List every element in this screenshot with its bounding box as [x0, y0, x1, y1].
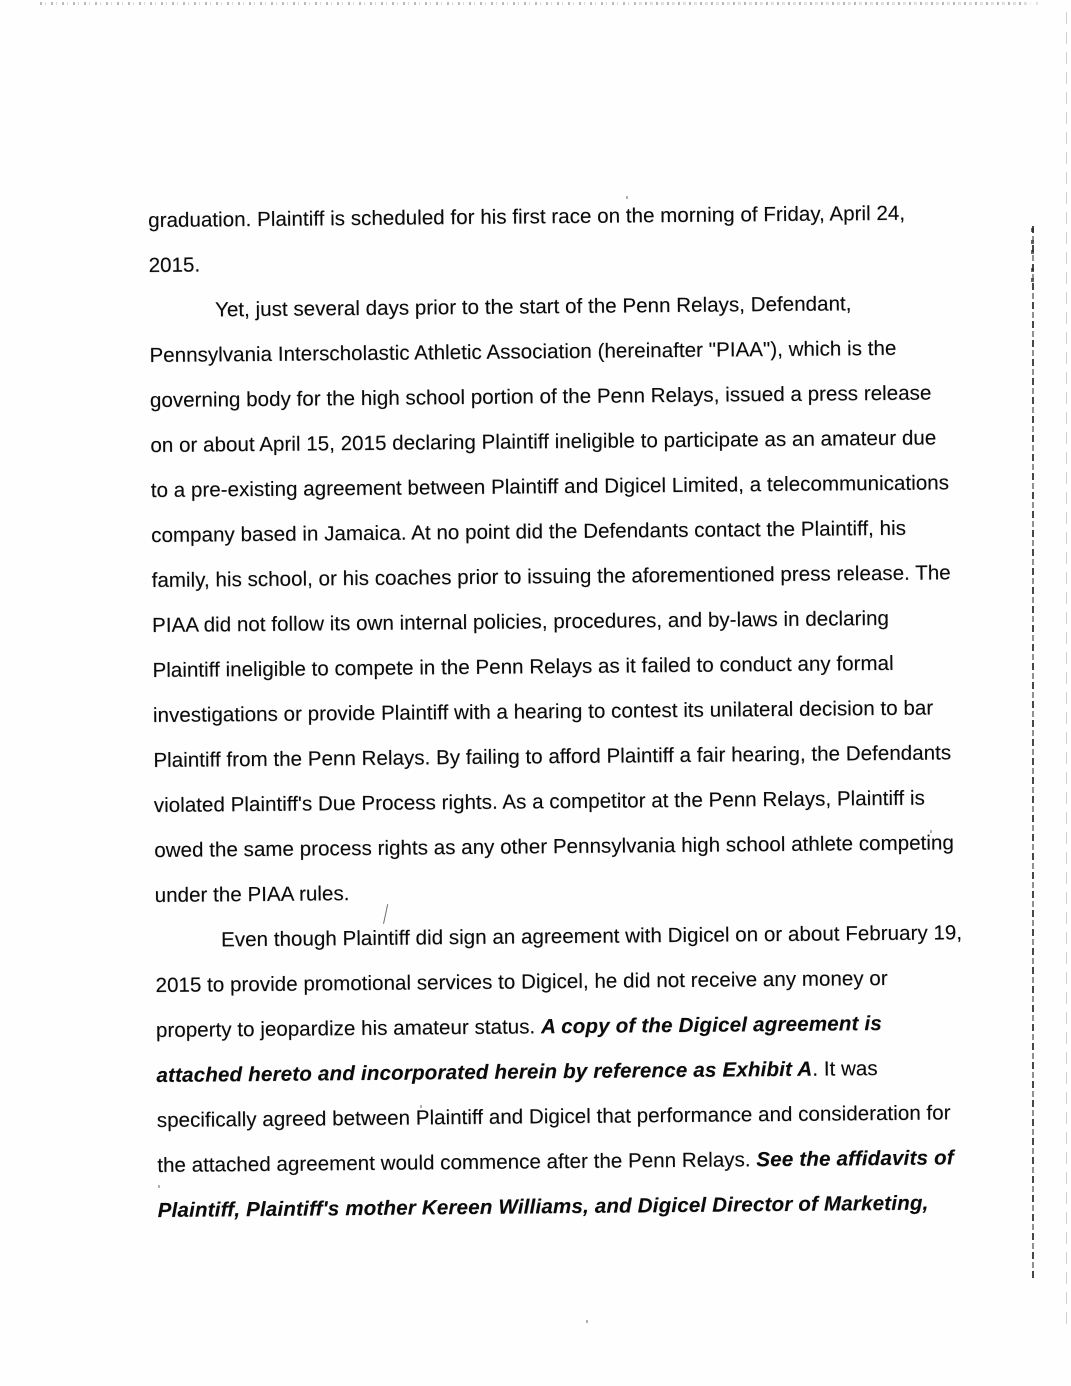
- text-line: PIAA did not follow its own internal policies, procedures, and by-laws in declaring: [151, 606, 890, 637]
- document-body: [148, 190, 963, 1233]
- text-line: [156, 1045, 946, 1098]
- text-run-plain: property to jeopardize his amateur status.: [155, 1015, 536, 1042]
- text-line: Even though Plaintiff did sign an agreement with Digicel on or about February 19,: [221, 921, 963, 952]
- text-line: violated Plaintiff's Due Process rights. As a competitor at the Penn Relays, Plaintiff is: [153, 786, 925, 817]
- text-line: [156, 1000, 946, 1053]
- text-line: 2015 to provide promotional services to Digicel, he did not receive any money or: [155, 966, 888, 997]
- text-line: Plaintiff ineligible to compete in the Penn Relays as it failed to conduct any formal: [152, 651, 894, 682]
- text-line: on or about April 15, 2015 declaring Plaintiff ineligible to participate as an amateur due: [150, 426, 937, 457]
- text-line: family, his school, or his coaches prior to issuing the aforementioned press release. The: [151, 561, 951, 592]
- text-line: [158, 1180, 948, 1233]
- scan-speck: [586, 1320, 588, 1323]
- text-run-plain: . It was: [812, 1057, 878, 1081]
- text-line: [157, 1135, 954, 1188]
- text-line: Yet, just several days prior to the start of the Penn Relays, Defendant,: [214, 292, 852, 322]
- text-line: Pennsylvania Interscholastic Athletic Association (hereinafter "PIAA"), which is the: [149, 336, 897, 367]
- text-run-bold-italic: A copy of the Digicel agreement is: [540, 1011, 883, 1039]
- scan-artifact-right-edge-line: [1066, 12, 1067, 1332]
- scan-artifact-top-speckle-faded: [640, 2, 1040, 5]
- paragraph-continuation: [148, 190, 939, 288]
- paragraph-digicel-agreement: [155, 910, 963, 1233]
- text-line: investigations or provide Plaintiff with a hearing to contest its unilateral decision to bar: [152, 696, 934, 727]
- text-run-plain: the attached agreement would commence after the Penn Relays.: [157, 1148, 751, 1177]
- scan-artifact-vertical-line: [1032, 226, 1034, 1281]
- text-line: 2015.: [148, 253, 201, 277]
- text-run-bold-italic: attached hereto and incorporated herein by reference as Exhibit A: [156, 1057, 813, 1087]
- text-line: to a pre-existing agreement between Plaintiff and Digicel Limited, a telecommunications: [150, 471, 950, 502]
- text-line: owed the same process rights as any other Pennsylvania high school athlete competing: [154, 831, 954, 862]
- text-run-bold-italic: Plaintiff, Plaintiff's mother Kereen Williams, and Digicel Director of Marketing,: [157, 1191, 929, 1222]
- paragraph-piaa-press-release: [149, 280, 954, 918]
- text-line: under the PIAA rules.: [154, 882, 350, 907]
- text-line: graduation. Plaintiff is scheduled for his first race on the morning of Friday, April 24,: [148, 201, 906, 232]
- text-line: governing body for the high school portion of the Penn Relays, issued a press release: [149, 381, 932, 412]
- text-run-bold-italic: See the affidavits of: [756, 1146, 954, 1172]
- text-line: company based in Jamaica. At no point did the Defendants contact the Plaintiff, his: [151, 516, 907, 547]
- text-line: specifically agreed between Plaintiff and Digicel that performance and consideration for: [156, 1101, 951, 1132]
- text-line: Plaintiff from the Penn Relays. By failing to afford Plaintiff a fair hearing, the Defendants: [153, 741, 952, 772]
